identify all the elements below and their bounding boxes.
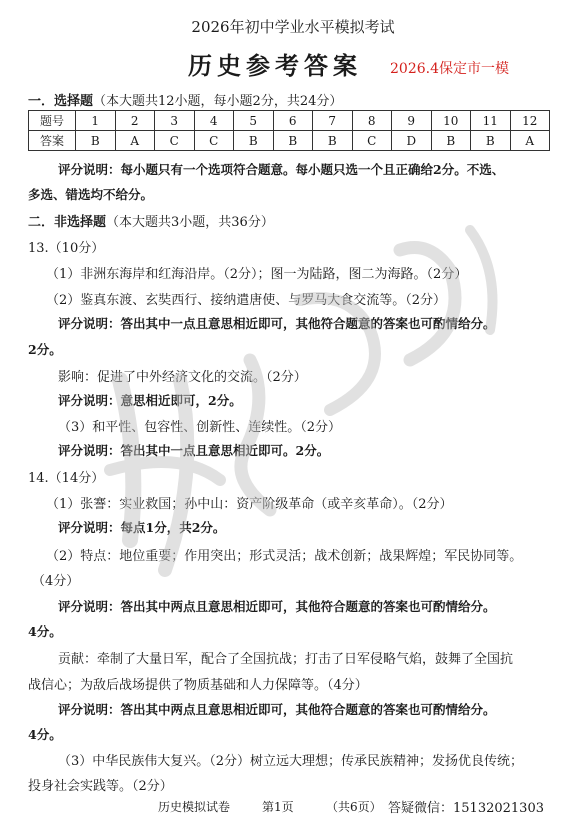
- q13-answer-2: （2）鉴真东渡、玄奘西行、接纳遣唐使、与罗马大食交流等。（2分）: [46, 293, 447, 308]
- footer-paper-name: 历史模拟试卷: [158, 800, 231, 814]
- q14-contribution-line2: 战信心；为敌后战场提供了物质基础和人力保障等。（4分）: [28, 678, 368, 693]
- table-cell: A: [510, 131, 550, 151]
- footer-total: （共6页）: [326, 800, 382, 814]
- q14-answer-2-line1: （2）特点：地位重要；作用突出；形式灵活；战术创新；战果辉煌；军民协同等。: [46, 549, 523, 564]
- table-cell: D: [392, 131, 432, 151]
- table-cell: 12: [510, 111, 550, 131]
- table-cell: 8: [352, 111, 392, 131]
- table-cell: C: [194, 131, 234, 151]
- table-cell: C: [352, 131, 392, 151]
- table-cell: B: [313, 131, 353, 151]
- table-cell: 3: [155, 111, 195, 131]
- section1-desc: （本大题共12小题，每小题2分，共24分）: [93, 94, 343, 109]
- answer-table: [28, 110, 550, 151]
- table-cell: C: [155, 131, 195, 151]
- main-title: 历史参考答案: [188, 51, 362, 80]
- footer-page: 第1页: [262, 800, 294, 814]
- section1-label: 一．选择题: [28, 94, 94, 109]
- q13-title: 13.（10分）: [28, 241, 105, 256]
- section2-label: 二．非选择题: [28, 215, 107, 230]
- q13-note2: 评分说明：意思相近即可，2分。: [58, 393, 242, 408]
- table-header-number: 题号: [29, 111, 76, 131]
- table-cell: 11: [471, 111, 511, 131]
- table-header-answer: 答案: [29, 131, 76, 151]
- section2-desc: （本大题共3小题，共36分）: [106, 215, 274, 230]
- table-cell: A: [115, 131, 155, 151]
- section2-heading: [28, 211, 274, 230]
- city-tag: 2026.4保定市一模: [390, 61, 509, 77]
- q14-note2-line1: 评分说明：答出其中两点且意思相近即可，其他符合题意的答案也可酌情给分。: [58, 599, 496, 614]
- table-cell: 1: [76, 111, 116, 131]
- table-cell: B: [471, 131, 511, 151]
- table-cell: 4: [194, 111, 234, 131]
- note-label: 评分说明：: [58, 393, 121, 408]
- q14-note2-line2: 4分。: [28, 624, 62, 639]
- q14-answer-3-line1: （3）中华民族伟大复兴。（2分）树立远大理想；传承民族精神；发扬优良传统；: [58, 754, 524, 769]
- table-cell: 10: [431, 111, 471, 131]
- note-label: 评分说明：: [58, 316, 121, 331]
- q14-note1: 评分说明：每点1分，共2分。: [58, 520, 226, 535]
- q13-note1-line1: 评分说明：答出其中一点且意思相近即可，其他符合题意的答案也可酌情给分。: [58, 316, 496, 331]
- q13-answer-3: （3）和平性、包容性、创新性、连续性。（2分）: [58, 420, 342, 435]
- q13-answer-1: （1）非洲东海岸和红海沿岸。（2分）；图一为陆路，图二为海路。（2分）: [46, 267, 468, 282]
- q14-answer-2-line2: （4分）: [32, 574, 80, 589]
- q14-answer-3-line2: 投身社会实践等。（2分）: [28, 779, 173, 794]
- note-label: 评分说明：: [58, 520, 121, 535]
- table-cell: 7: [313, 111, 353, 131]
- q13-note3: 评分说明：答出其中一点且意思相近即可。2分。: [58, 443, 330, 458]
- section1-heading: [28, 90, 342, 109]
- table-cell: B: [431, 131, 471, 151]
- section1-note-line2: 多选、错选均不给分。: [28, 187, 154, 202]
- table-row-numbers: [29, 111, 550, 131]
- note-label: 评分说明：: [58, 162, 121, 177]
- q14-contribution-line1: 贡献：牵制了大量日军，配合了全国抗战；打击了日军侵略气焰，鼓舞了全国抗: [58, 652, 514, 667]
- section1-note-line1: 评分说明：每小题只有一个选项符合题意。每小题只选一个且正确给2分。不选、: [58, 162, 505, 177]
- table-cell: B: [273, 131, 313, 151]
- table-cell: 2: [115, 111, 155, 131]
- table-cell: 5: [234, 111, 274, 131]
- note-label: 评分说明：: [58, 702, 121, 717]
- q14-answer-1: （1）张謇：实业救国；孙中山：资产阶级革命（或辛亥革命）。（2分）: [46, 497, 453, 512]
- table-cell: B: [234, 131, 274, 151]
- exam-title: 2026年初中学业水平模拟考试: [191, 18, 395, 36]
- note-label: 评分说明：: [58, 599, 121, 614]
- table-cell: 9: [392, 111, 432, 131]
- q14-note3-line2: 4分。: [28, 727, 62, 742]
- q13-impact: 影响：促进了中外经济文化的交流。（2分）: [58, 370, 307, 385]
- note-label: 评分说明：: [58, 443, 121, 458]
- table-cell: 6: [273, 111, 313, 131]
- table-cell: B: [76, 131, 116, 151]
- footer-contact: 答疑微信：15132021303: [388, 801, 544, 816]
- q13-note1-line2: 2分。: [28, 342, 62, 357]
- table-row-answers: [29, 131, 550, 151]
- q14-note3-line1: 评分说明：答出其中两点且意思相近即可，其他符合题意的答案也可酌情给分。: [58, 702, 496, 717]
- q14-title: 14.（14分）: [28, 471, 105, 486]
